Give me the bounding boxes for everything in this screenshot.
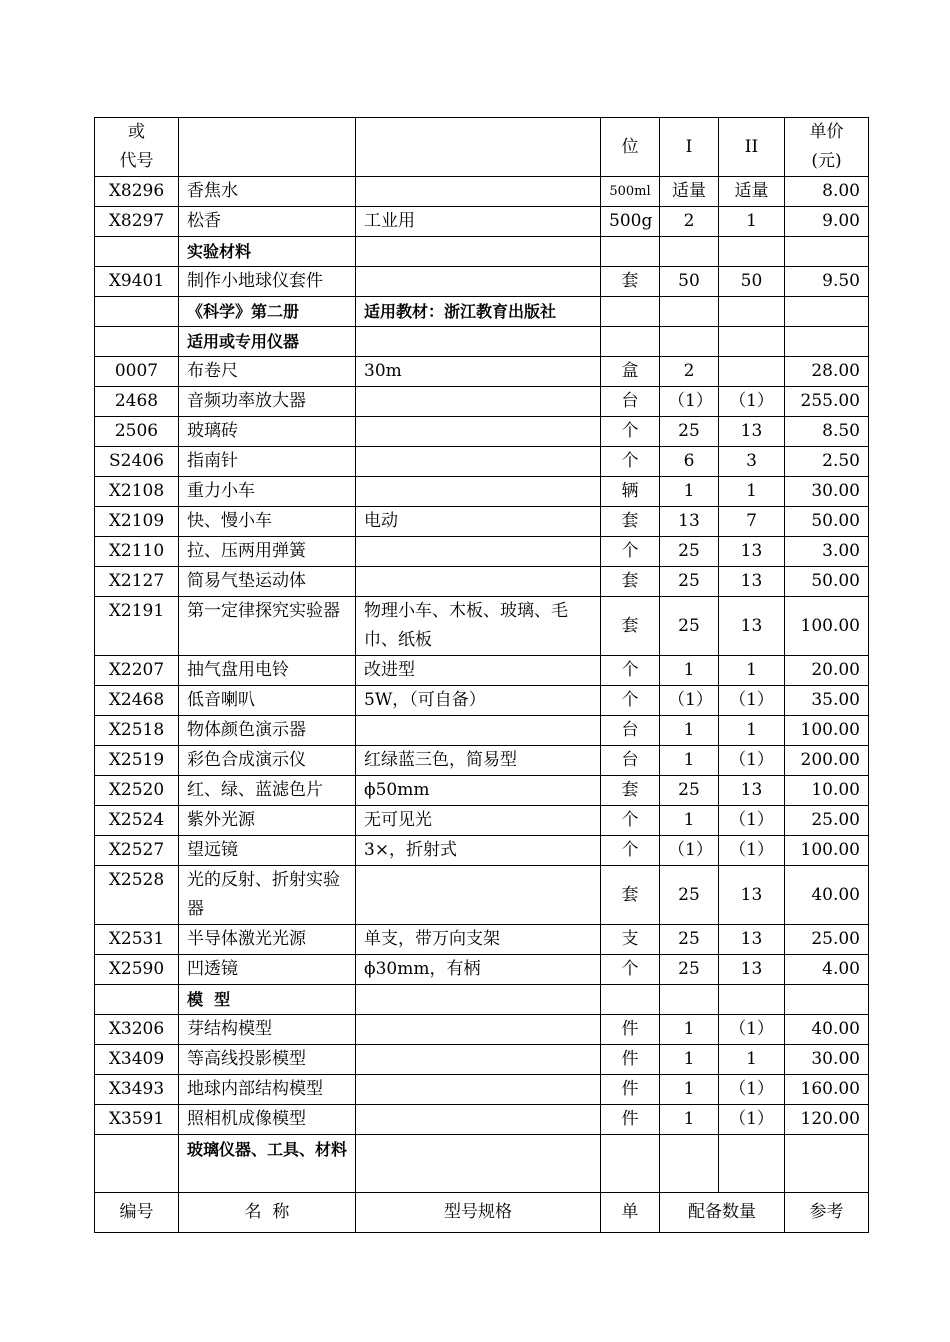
item-code: X2518 <box>95 716 179 746</box>
table-row <box>95 925 869 955</box>
item-unit <box>601 985 660 1015</box>
item-spec: 物理小车、木板、玻璃、毛巾、纸板 <box>356 597 601 656</box>
item-code: X2519 <box>95 746 179 776</box>
item-code: X2590 <box>95 955 179 985</box>
item-price: 40.00 <box>785 1015 869 1045</box>
item-price: 30.00 <box>785 477 869 507</box>
item-price <box>785 297 869 327</box>
item-name: 彩色合成演示仪 <box>179 746 356 776</box>
item-unit: 件 <box>601 1015 660 1045</box>
item-qty-ii <box>719 357 785 387</box>
item-spec: 单支，带万向支架 <box>356 925 601 955</box>
item-code: 2468 <box>95 387 179 417</box>
item-price <box>785 1135 869 1193</box>
item-unit: 套 <box>601 507 660 537</box>
table-row <box>95 716 869 746</box>
item-unit <box>601 1135 660 1193</box>
item-code: X3206 <box>95 1015 179 1045</box>
item-name: 半导体激光光源 <box>179 925 356 955</box>
header-qty-ii: II <box>719 118 785 177</box>
item-spec: 3×，折射式 <box>356 836 601 866</box>
item-qty-i: 25 <box>660 925 719 955</box>
item-qty-i: 1 <box>660 656 719 686</box>
item-qty-i <box>660 327 719 357</box>
item-spec <box>356 267 601 297</box>
item-qty-i: 1 <box>660 716 719 746</box>
item-spec <box>356 1045 601 1075</box>
table-row <box>95 207 869 237</box>
item-qty-ii: （1） <box>719 1075 785 1105</box>
item-code: X2468 <box>95 686 179 716</box>
item-name: 布卷尺 <box>179 357 356 387</box>
item-qty-ii <box>719 985 785 1015</box>
item-price: 28.00 <box>785 357 869 387</box>
item-spec <box>356 537 601 567</box>
item-name: 《科学》第二册 <box>179 297 356 327</box>
item-spec: ϕ50mm <box>356 776 601 806</box>
item-qty-i: 25 <box>660 567 719 597</box>
item-unit <box>601 327 660 357</box>
item-qty-ii: 13 <box>719 597 785 656</box>
item-qty-ii: 13 <box>719 925 785 955</box>
table-row <box>95 417 869 447</box>
item-qty-ii: 13 <box>719 417 785 447</box>
table-header-bottom <box>95 1193 869 1233</box>
item-name: 第一定律探究实验器 <box>179 597 356 656</box>
header-unit-label: 单 <box>601 1193 660 1233</box>
item-unit: 个 <box>601 537 660 567</box>
item-qty-i: 50 <box>660 267 719 297</box>
item-unit: 套 <box>601 597 660 656</box>
item-unit: 台 <box>601 716 660 746</box>
item-qty-i: 1 <box>660 746 719 776</box>
item-qty-ii: （1） <box>719 806 785 836</box>
item-name: 紫外光源 <box>179 806 356 836</box>
item-code: X2191 <box>95 597 179 656</box>
item-spec: 电动 <box>356 507 601 537</box>
item-code: X2110 <box>95 537 179 567</box>
header-price: 单价 (元) <box>785 118 869 177</box>
header-name-label: 名 称 <box>179 1193 356 1233</box>
item-spec: 红绿蓝三色，简易型 <box>356 746 601 776</box>
item-unit: 500ml <box>601 177 660 207</box>
item-name: 地球内部结构模型 <box>179 1075 356 1105</box>
header-price-label: 参考 <box>785 1193 869 1233</box>
item-price: 4.00 <box>785 955 869 985</box>
header-unit: 位 <box>601 118 660 177</box>
table-row <box>95 567 869 597</box>
equipment-table <box>94 117 869 1233</box>
item-code: S2406 <box>95 447 179 477</box>
header-qty-label: 配备数量 <box>660 1193 785 1233</box>
item-qty-ii: 13 <box>719 955 785 985</box>
table-row <box>95 866 869 925</box>
item-qty-ii <box>719 1135 785 1193</box>
item-unit: 套 <box>601 866 660 925</box>
item-name: 模 型 <box>179 985 356 1015</box>
item-qty-ii: 1 <box>719 656 785 686</box>
item-unit: 盒 <box>601 357 660 387</box>
item-price: 255.00 <box>785 387 869 417</box>
table-row <box>95 955 869 985</box>
item-name: 适用或专用仪器 <box>179 327 356 357</box>
item-name: 物体颜色演示器 <box>179 716 356 746</box>
item-qty-i: （1） <box>660 387 719 417</box>
item-code <box>95 297 179 327</box>
item-name: 音频功率放大器 <box>179 387 356 417</box>
table-row <box>95 746 869 776</box>
item-spec <box>356 477 601 507</box>
item-price: 8.50 <box>785 417 869 447</box>
item-unit <box>601 237 660 267</box>
item-code <box>95 237 179 267</box>
item-qty-ii: 1 <box>719 1045 785 1075</box>
item-spec <box>356 716 601 746</box>
item-name: 重力小车 <box>179 477 356 507</box>
item-spec <box>356 387 601 417</box>
item-qty-ii: （1） <box>719 836 785 866</box>
item-unit: 支 <box>601 925 660 955</box>
item-name: 制作小地球仪套件 <box>179 267 356 297</box>
item-qty-i: （1） <box>660 686 719 716</box>
item-qty-ii: 1 <box>719 477 785 507</box>
item-name: 照相机成像模型 <box>179 1105 356 1135</box>
item-qty-i: 25 <box>660 866 719 925</box>
item-code: X8296 <box>95 177 179 207</box>
item-spec <box>356 567 601 597</box>
item-code: X2531 <box>95 925 179 955</box>
item-code: 0007 <box>95 357 179 387</box>
table-header-top <box>95 118 869 177</box>
header-name-empty <box>179 118 356 177</box>
header-spec-empty <box>356 118 601 177</box>
table-row <box>95 806 869 836</box>
item-unit: 台 <box>601 387 660 417</box>
item-code: X9401 <box>95 267 179 297</box>
item-name: 松香 <box>179 207 356 237</box>
item-qty-ii: 50 <box>719 267 785 297</box>
item-qty-ii: 3 <box>719 447 785 477</box>
item-spec <box>356 237 601 267</box>
item-spec: 30m <box>356 357 601 387</box>
item-price: 25.00 <box>785 925 869 955</box>
item-price <box>785 985 869 1015</box>
item-unit: 套 <box>601 567 660 597</box>
item-name: 拉、压两用弹簧 <box>179 537 356 567</box>
table-row <box>95 597 869 656</box>
item-unit: 个 <box>601 836 660 866</box>
item-qty-ii: 适量 <box>719 177 785 207</box>
item-price <box>785 237 869 267</box>
item-spec <box>356 1015 601 1045</box>
table-row <box>95 477 869 507</box>
item-qty-ii: 13 <box>719 866 785 925</box>
item-name: 红、绿、蓝滤色片 <box>179 776 356 806</box>
item-qty-ii: （1） <box>719 746 785 776</box>
item-price: 3.00 <box>785 537 869 567</box>
item-code: X8297 <box>95 207 179 237</box>
table-row <box>95 387 869 417</box>
item-qty-ii: 13 <box>719 537 785 567</box>
table-row <box>95 1075 869 1105</box>
header-code-label: 编号 <box>95 1193 179 1233</box>
item-spec <box>356 327 601 357</box>
item-spec <box>356 866 601 925</box>
item-code: X2109 <box>95 507 179 537</box>
item-qty-i <box>660 237 719 267</box>
header-spec-label: 型号规格 <box>356 1193 601 1233</box>
item-code: X2108 <box>95 477 179 507</box>
table-row <box>95 1105 869 1135</box>
item-qty-ii: （1） <box>719 387 785 417</box>
item-qty-ii: （1） <box>719 1015 785 1045</box>
section-row <box>95 237 869 267</box>
item-code: X3409 <box>95 1045 179 1075</box>
item-name: 望远镜 <box>179 836 356 866</box>
section-row <box>95 1135 869 1193</box>
item-name: 指南针 <box>179 447 356 477</box>
item-qty-ii: 1 <box>719 207 785 237</box>
section-row <box>95 327 869 357</box>
item-price: 160.00 <box>785 1075 869 1105</box>
item-code: X2527 <box>95 836 179 866</box>
item-qty-i: 适量 <box>660 177 719 207</box>
item-price: 9.50 <box>785 267 869 297</box>
item-qty-i: 2 <box>660 207 719 237</box>
item-code: 2506 <box>95 417 179 447</box>
item-unit: 件 <box>601 1105 660 1135</box>
item-name: 简易气垫运动体 <box>179 567 356 597</box>
item-code: X3591 <box>95 1105 179 1135</box>
item-name: 芽结构模型 <box>179 1015 356 1045</box>
item-qty-ii: 13 <box>719 567 785 597</box>
item-qty-i: 25 <box>660 776 719 806</box>
item-name: 等高线投影模型 <box>179 1045 356 1075</box>
item-price: 40.00 <box>785 866 869 925</box>
item-spec <box>356 1105 601 1135</box>
item-qty-ii <box>719 297 785 327</box>
table-row <box>95 537 869 567</box>
table-row <box>95 177 869 207</box>
item-qty-i: 25 <box>660 417 719 447</box>
item-price: 20.00 <box>785 656 869 686</box>
item-code <box>95 327 179 357</box>
table-row <box>95 836 869 866</box>
item-code <box>95 985 179 1015</box>
item-price: 200.00 <box>785 746 869 776</box>
item-name: 实验材料 <box>179 237 356 267</box>
table-row <box>95 656 869 686</box>
item-price: 25.00 <box>785 806 869 836</box>
item-unit: 套 <box>601 776 660 806</box>
item-spec <box>356 177 601 207</box>
item-price: 35.00 <box>785 686 869 716</box>
item-spec: 无可见光 <box>356 806 601 836</box>
item-qty-i: 1 <box>660 1075 719 1105</box>
table-row <box>95 1045 869 1075</box>
item-qty-i: 13 <box>660 507 719 537</box>
item-unit: 台 <box>601 746 660 776</box>
item-qty-ii: 1 <box>719 716 785 746</box>
section-row <box>95 297 869 327</box>
item-qty-i <box>660 985 719 1015</box>
item-unit: 个 <box>601 447 660 477</box>
item-code: X2207 <box>95 656 179 686</box>
item-code: X2524 <box>95 806 179 836</box>
item-qty-i: 25 <box>660 597 719 656</box>
item-unit: 个 <box>601 417 660 447</box>
item-price: 30.00 <box>785 1045 869 1075</box>
item-price: 120.00 <box>785 1105 869 1135</box>
item-price: 50.00 <box>785 567 869 597</box>
item-qty-i: 1 <box>660 1015 719 1045</box>
item-unit: 个 <box>601 806 660 836</box>
item-price: 100.00 <box>785 597 869 656</box>
item-spec: 5W，（可自备） <box>356 686 601 716</box>
item-qty-ii <box>719 237 785 267</box>
item-unit: 辆 <box>601 477 660 507</box>
item-price <box>785 327 869 357</box>
item-qty-i: （1） <box>660 836 719 866</box>
table-row <box>95 267 869 297</box>
item-qty-i: 25 <box>660 955 719 985</box>
header-code: 或 代号 <box>95 118 179 177</box>
item-price: 50.00 <box>785 507 869 537</box>
item-unit: 个 <box>601 955 660 985</box>
table-row <box>95 507 869 537</box>
item-price: 10.00 <box>785 776 869 806</box>
item-spec <box>356 1075 601 1105</box>
item-unit: 件 <box>601 1045 660 1075</box>
item-qty-i: 6 <box>660 447 719 477</box>
item-name: 快、慢小车 <box>179 507 356 537</box>
item-price: 9.00 <box>785 207 869 237</box>
section-row <box>95 985 869 1015</box>
item-price: 2.50 <box>785 447 869 477</box>
item-code: X3493 <box>95 1075 179 1105</box>
item-name: 凹透镜 <box>179 955 356 985</box>
item-qty-ii <box>719 327 785 357</box>
item-unit <box>601 297 660 327</box>
item-qty-i: 1 <box>660 806 719 836</box>
item-code: X2127 <box>95 567 179 597</box>
table-row <box>95 447 869 477</box>
item-qty-ii: 7 <box>719 507 785 537</box>
item-spec: 适用教材：浙江教育出版社 <box>356 297 601 327</box>
item-unit: 件 <box>601 1075 660 1105</box>
table-row <box>95 776 869 806</box>
item-spec <box>356 447 601 477</box>
item-qty-i: 1 <box>660 1105 719 1135</box>
item-spec <box>356 1135 601 1193</box>
item-spec <box>356 417 601 447</box>
item-name: 玻璃砖 <box>179 417 356 447</box>
item-price: 8.00 <box>785 177 869 207</box>
item-unit: 个 <box>601 656 660 686</box>
item-qty-ii: 13 <box>719 776 785 806</box>
item-qty-i: 1 <box>660 1045 719 1075</box>
item-code: X2520 <box>95 776 179 806</box>
item-spec: ϕ30mm，有柄 <box>356 955 601 985</box>
item-code <box>95 1135 179 1193</box>
item-code: X2528 <box>95 866 179 925</box>
item-spec <box>356 985 601 1015</box>
item-spec: 改进型 <box>356 656 601 686</box>
item-name: 香焦水 <box>179 177 356 207</box>
item-name: 光的反射、折射实验器 <box>179 866 356 925</box>
item-unit: 套 <box>601 267 660 297</box>
item-unit: 500g <box>601 207 660 237</box>
item-name: 低音喇叭 <box>179 686 356 716</box>
item-qty-i: 2 <box>660 357 719 387</box>
table-row <box>95 357 869 387</box>
item-qty-i <box>660 1135 719 1193</box>
item-qty-i: 1 <box>660 477 719 507</box>
item-price: 100.00 <box>785 836 869 866</box>
item-name: 抽气盘用电铃 <box>179 656 356 686</box>
item-price: 100.00 <box>785 716 869 746</box>
item-spec: 工业用 <box>356 207 601 237</box>
item-qty-i: 25 <box>660 537 719 567</box>
item-qty-i <box>660 297 719 327</box>
header-qty-i: I <box>660 118 719 177</box>
item-unit: 个 <box>601 686 660 716</box>
table-row <box>95 1015 869 1045</box>
table-row <box>95 686 869 716</box>
item-name: 玻璃仪器、工具、材料 <box>179 1135 356 1193</box>
item-qty-ii: （1） <box>719 1105 785 1135</box>
item-qty-ii: （1） <box>719 686 785 716</box>
